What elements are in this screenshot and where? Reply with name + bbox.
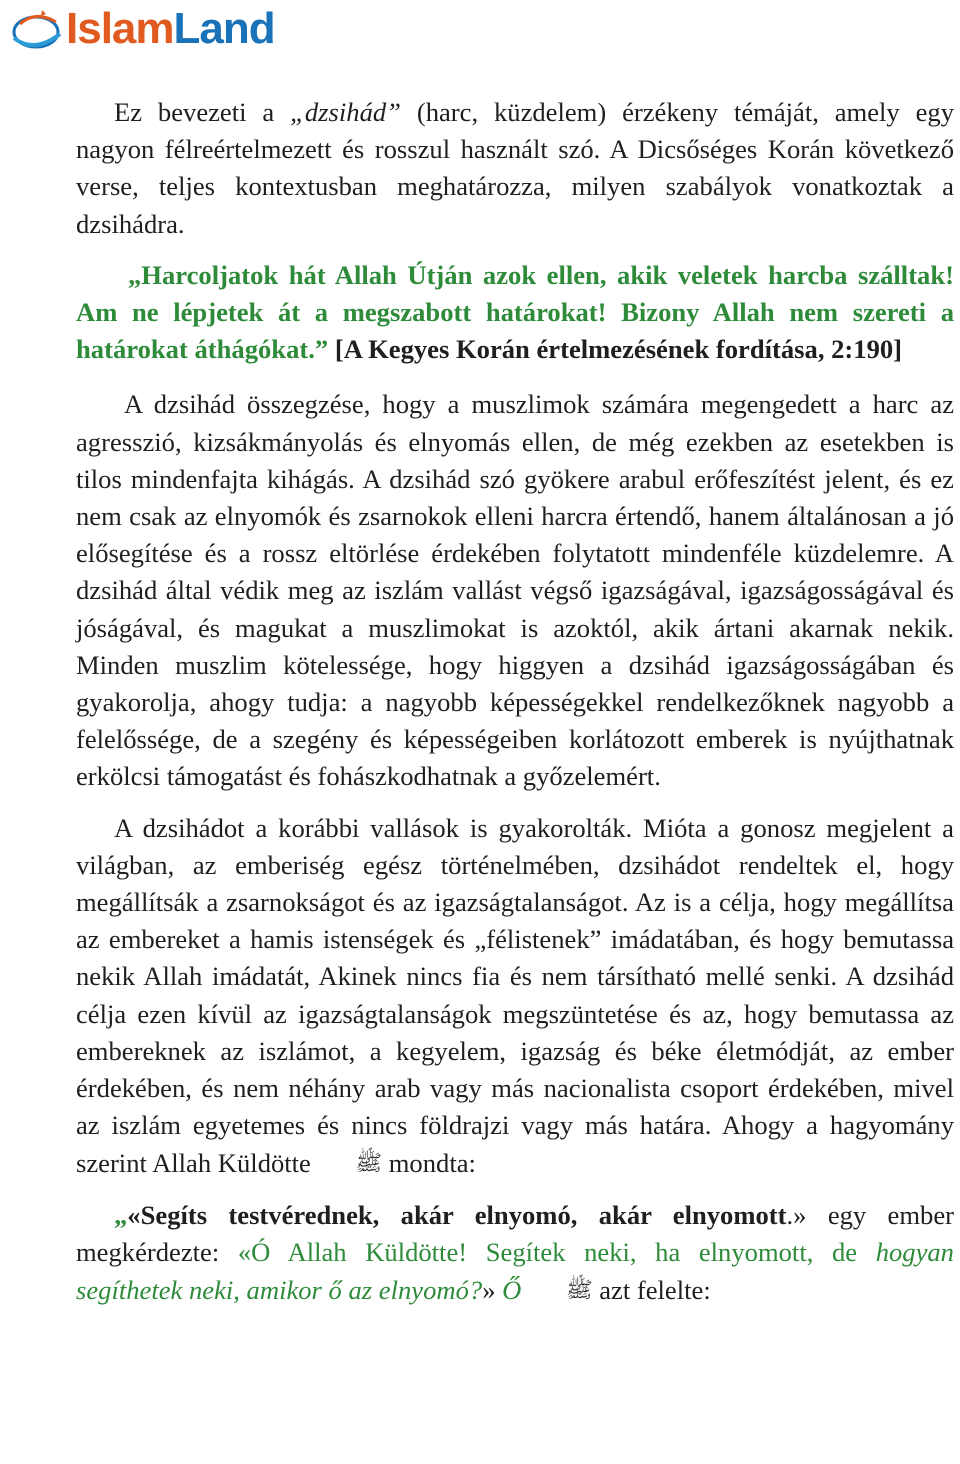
intro-text-a: Ez bevezeti a <box>114 97 291 127</box>
intro-term: „dzsihád” <box>290 97 401 127</box>
history-text-end: mondta: <box>382 1148 476 1179</box>
quran-quote <box>76 257 954 369</box>
document-body <box>76 94 954 1309</box>
quran-reference: [A Kegyes Korán értelmezésének fordítása, 2:190] <box>328 334 903 365</box>
quran-quote-text: „Harcoljatok hát Allah Útján azok ellen, akik veletek harcba szálltak! Am ne lépjetek át a megszabott határokat! Bizony Allah nem szereti a határokat áthágókat.” <box>76 259 954 365</box>
salawat-icon-2: ﷺ <box>566 1277 593 1303</box>
hadith-paragraph <box>76 1197 954 1310</box>
hadith-question: «Ó Allah Küldötte! Segítek neki, ha elnyomott, de <box>237 1236 876 1267</box>
hadith-tail: azt felelte: <box>592 1275 711 1306</box>
hadith-close: » <box>482 1275 503 1306</box>
logo-text-islam: Islam <box>66 4 174 53</box>
hadith-he: Ő <box>502 1275 522 1306</box>
logo-text <box>66 4 275 54</box>
intro-paragraph <box>76 94 954 243</box>
intro-text-c: (harc, küzdelem) érzékeny témáját, amely egy nagyon félreértelmezett és rosszul használt szó. A Dicsőséges Korán következő verse, teljes kontextusban meghatározza, milyen szabályok vonatkoztak a dzsihádra. <box>76 97 954 239</box>
salawat-icon: ﷺ <box>355 1150 383 1176</box>
hadith-bold: «Segíts testvérednek, akár elnyomó, akár elnyomott <box>127 1199 787 1230</box>
logo-text-land: Land <box>173 4 275 53</box>
hadith-narration: .» egy ember megkérdezte: <box>76 1199 955 1267</box>
islamland-logo <box>6 4 275 54</box>
globe-logo-icon <box>6 4 64 54</box>
hadith-question-italic: hogyan segíthetek neki, amikor ő az elnyomó? <box>76 1236 954 1306</box>
jihad-summary-paragraph: A dzsihád összegzése, hogy a muszlimok számára megengedett a harc az agresszió, kizsákmányolás és elnyomás ellen, de még ezekben az esetekben is tilos mindenfajta kihágás. A dzsihád szó gyökere arabul erőfeszítést jelent, és ez nem csak az elnyomók és zsarnokok elleni harcra értendő, hanem általánosan a jó elősegítése és a rossz eltörlése érdekében folytatott mindenféle küzdelemre. A dzsihád által védik meg az iszlám vallást végső igazságával, igazságosságával és jóságával, és magukat a muszlimokat is azoktól, akik ártani akarnak nekik. Minden muszlim kötelessége, hogy higgyen a dzsihád igazságosságában és gyakorolja, ahogy tudja: a nagyobb képességekkel rendelkezőknek nagyobb a felelőssége, de a szegény és képességeiben korlátozott emberek is nyújthatnak erkölcsi támogatást és fohászkodhatnak a győzelemért. <box>76 389 954 792</box>
hadith-open-quote: „ <box>114 1199 128 1230</box>
history-paragraph <box>76 810 954 1183</box>
history-text: A dzsihádot a korábbi vallások is gyakorolták. Mióta a gonosz megjelent a világban, az emberiség egész történelmében, dzsihádot rendeltek el, hogy megállítsák a zsarnokságot és az igazságtalanságot. Az is a célja, hogy megállítsa az embereket a hamis istenségek és „félistenek” imádatában, és hogy bemutassa nekik Allah imádatát, Akinek nincs fia és nem társítható mellé senki. A dzsihád célja ezen kívül az igazságtalanságok megszüntetése és az, hogy bemutassa az embereknek az iszlámot, a kegyelem, igazság és béke életmódját, az ember érdekében, és nem néhány arab vagy más nacionalista csoport érdekében, mivel az iszlám egyetemes és nincs földrajzi vagy más határa. Ahogy a hagyomány szerint Allah Küldötte <box>76 812 954 1179</box>
